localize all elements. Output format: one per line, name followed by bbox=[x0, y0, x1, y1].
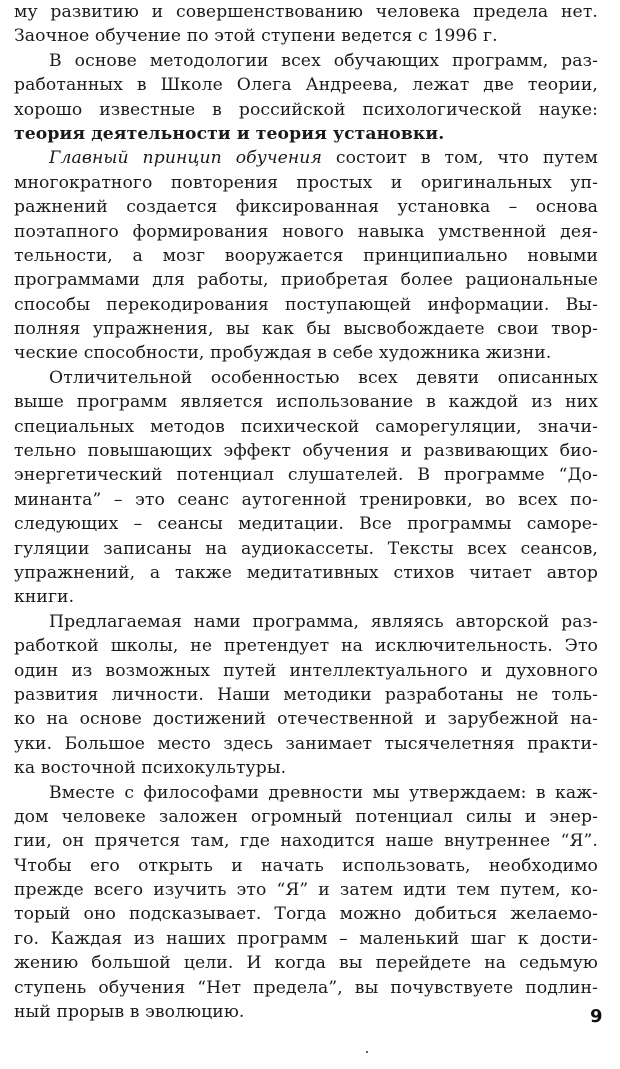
scan-speck bbox=[366, 1051, 368, 1053]
text-line: му развитию и совершенствованию человека предела нет. bbox=[14, 2, 598, 22]
text-line: ческие способности, пробуждая в себе художника жизни. bbox=[14, 343, 552, 364]
text-line: Предлагаемая нами программа, являясь авторской раз- bbox=[49, 611, 598, 632]
text-line: развития личности. Наши методики разработаны не толь- bbox=[14, 684, 598, 705]
text-line: способы перекодирования поступающей информации. Вы- bbox=[14, 294, 598, 315]
text-line: ступень обучения “Нет предела”, вы почувствуете подлин- bbox=[14, 977, 598, 998]
bold-theories-line: теория деятельности и теория установки. bbox=[14, 123, 445, 144]
text-line: ка восточной психокультуры. bbox=[14, 758, 287, 779]
text-line: гуляции записаны на аудиокассеты. Тексты всех сеансов, bbox=[14, 538, 598, 559]
paragraph-continuation bbox=[14, 0, 598, 49]
text-line-italic-lead bbox=[14, 146, 598, 170]
text-line: энергетический потенциал слушателей. В программе “До- bbox=[14, 465, 598, 486]
text-line: работкой школы, не претендует на исключительность. Это bbox=[14, 636, 598, 657]
text-line: ный прорыв в эволюцию. bbox=[14, 1002, 245, 1023]
text-line: один из возможных путей интеллектуального и духовного bbox=[14, 660, 598, 681]
text-line: специальных методов психической саморегуляции, значи- bbox=[14, 416, 598, 437]
text-line: дом человеке заложен огромный потенциал силы и энер- bbox=[14, 806, 598, 827]
text-line: выше программ является использование в каждой из них bbox=[14, 392, 598, 413]
text-line: поэтапного формирования нового навыка умственной дея- bbox=[14, 221, 598, 242]
text-line-rest: состоит в том, что путем bbox=[321, 148, 598, 169]
text-line: прежде всего изучить это “Я” и затем идти тем путем, ко- bbox=[14, 880, 598, 901]
text-line: упражнений, а также медитативных стихов читает автор bbox=[14, 562, 598, 583]
text-line: полняя упражнения, вы как бы высвобождаете свои твор- bbox=[14, 319, 598, 340]
text-line: минанта” – это сеанс аутогенной тренировки, во всех по- bbox=[14, 489, 598, 510]
text-line: программами для работы, приобретая более рациональные bbox=[14, 270, 598, 291]
text-line: Отличительной особенностью всех девяти описанных bbox=[49, 367, 598, 388]
text-line: В основе методологии всех обучающих программ, раз- bbox=[49, 50, 598, 71]
text-line: Вместе с философами древности мы утверждаем: в каж- bbox=[49, 782, 598, 803]
text-line: Заочное обучение по этой ступени ведется с 1996 г. bbox=[14, 26, 498, 47]
text-line: Чтобы его открыть и начать использовать, необходимо bbox=[14, 855, 598, 876]
paragraph-main-principle bbox=[14, 146, 598, 366]
text-line: тельности, а мозг вооружается принципиально новыми bbox=[14, 245, 598, 266]
text-line: ко на основе достижений отечественной и зарубежной на- bbox=[14, 709, 598, 730]
text-line: книги. bbox=[14, 587, 75, 608]
text-line: многократного повторения простых и оригинальных уп- bbox=[14, 172, 598, 193]
text-line: уки. Большое место здесь занимает тысячелетняя практи- bbox=[14, 733, 598, 754]
text-line: ражнений создается фиксированная установка – основа bbox=[14, 197, 598, 218]
text-line: жению большой цели. И когда вы перейдете на седьмую bbox=[14, 953, 598, 974]
text-line: работанных в Школе Олега Андреева, лежат две теории, bbox=[14, 75, 598, 96]
text-line: тельно повышающих эффект обучения и развивающих био- bbox=[14, 441, 598, 462]
page-number: 9 bbox=[590, 1006, 603, 1027]
text-line: хорошо известные в российской психологической науке: bbox=[14, 99, 598, 120]
paragraph-philosophers bbox=[14, 781, 598, 1025]
text-line: следующих – сеансы медитации. Все программы саморе- bbox=[14, 514, 598, 535]
text-line: го. Каждая из наших программ – маленький шаг к дости- bbox=[14, 928, 598, 949]
paragraph-distinctive-feature bbox=[14, 366, 598, 610]
book-page-text bbox=[14, 0, 598, 1024]
text-line: торый оно подсказывает. Тогда можно добиться желаемо- bbox=[14, 904, 598, 925]
italic-lead: Главный принцип обучения bbox=[49, 148, 322, 169]
paragraph-methodology bbox=[14, 49, 598, 147]
text-line: гии, он прячется там, где находится наше внутреннее “Я”. bbox=[14, 831, 598, 852]
paragraph-proposed-program bbox=[14, 610, 598, 781]
